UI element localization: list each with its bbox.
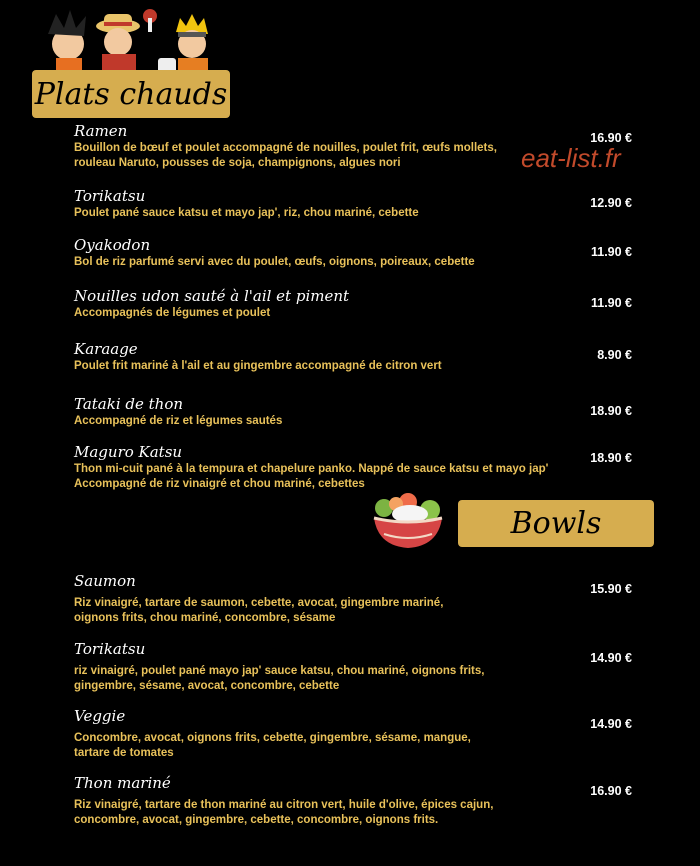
item-description: Riz vinaigré, tartare de thon mariné au citron vert, huile d'olive, épices cajun, (74, 799, 494, 811)
menu-item (74, 443, 548, 492)
item-name: Oyakodon (74, 236, 151, 254)
item-description: Poulet pané sauce katsu et mayo jap', riz, chou mariné, cebette (74, 207, 419, 219)
item-price: 14.90 € (590, 717, 632, 731)
menu-item (74, 340, 442, 374)
menu-item (74, 572, 443, 626)
item-name: Karaage (74, 340, 138, 358)
item-name: Nouilles udon sauté à l'ail et piment (74, 287, 350, 305)
item-price: 14.90 € (590, 651, 632, 665)
menu-item (74, 395, 282, 429)
item-name: Ramen (74, 122, 128, 140)
item-description: riz vinaigré, poulet pané mayo jap' sauce katsu, chou mariné, oignons frits, (74, 665, 485, 677)
item-price: 12.90 € (590, 196, 632, 210)
item-name: Torikatsu (74, 187, 146, 205)
item-description: Accompagné de riz et légumes sautés (74, 415, 283, 427)
item-description: Accompagné de riz vinaigré et chou mariné, cebettes (74, 478, 365, 490)
item-description: Concombre, avocat, oignons frits, cebette, gingembre, sésame, mangue, (74, 732, 471, 744)
item-price: 8.90 € (597, 348, 632, 362)
menu-item (74, 774, 493, 828)
item-name: Maguro Katsu (74, 443, 183, 461)
menu-item (74, 122, 497, 171)
item-description: Bol de riz parfumé servi avec du poulet, œufs, oignons, poireaux, cebette (74, 256, 475, 268)
item-price: 11.90 € (590, 245, 632, 259)
item-description: tartare de tomates (74, 747, 174, 759)
item-description: rouleau Naruto, pousses de soja, champignons, algues nori (74, 157, 401, 169)
item-price: 18.90 € (590, 451, 632, 465)
item-description: Riz vinaigré, tartare de saumon, cebette, avocat, gingembre mariné, (74, 597, 444, 609)
menu-item (74, 187, 419, 221)
menu-item (74, 640, 484, 694)
menu-item (74, 236, 475, 270)
item-name: Tataki de thon (74, 395, 184, 413)
item-description: oignons frits, chou mariné, concombre, sésame (74, 612, 336, 624)
item-name: Saumon (74, 572, 136, 590)
poke-bowl-illustration (370, 490, 446, 552)
item-description: Poulet frit mariné à l'ail et au gingembre accompagné de citron vert (74, 360, 442, 372)
item-description: Thon mi-cuit pané à la tempura et chapelure panko. Nappé de sauce katsu et mayo jap' (74, 463, 549, 475)
plats-chauds-heading: Plats chauds (32, 70, 230, 118)
item-price: 16.90 € (590, 131, 632, 145)
item-description: concombre, avocat, gingembre, cebette, concombre, oignons frits. (74, 814, 439, 826)
item-name: Torikatsu (74, 640, 146, 658)
item-description: Bouillon de bœuf et poulet accompagné de nouilles, poulet frit, œufs mollets, (74, 142, 497, 154)
item-price: 18.90 € (590, 404, 632, 418)
menu-item (74, 707, 471, 761)
menu-item (74, 287, 349, 321)
item-description: Accompagnés de légumes et poulet (74, 307, 271, 319)
item-price: 16.90 € (590, 784, 632, 798)
item-name: Veggie (74, 707, 126, 725)
item-price: 11.90 € (590, 296, 632, 310)
item-name: Thon mariné (74, 774, 171, 792)
watermark: eat-list.fr (521, 143, 621, 173)
bowls-heading: Bowls (458, 500, 654, 547)
anime-mascots-illustration (30, 4, 230, 78)
item-price: 15.90 € (590, 582, 632, 596)
item-description: gingembre, sésame, avocat, concombre, cebette (74, 680, 340, 692)
